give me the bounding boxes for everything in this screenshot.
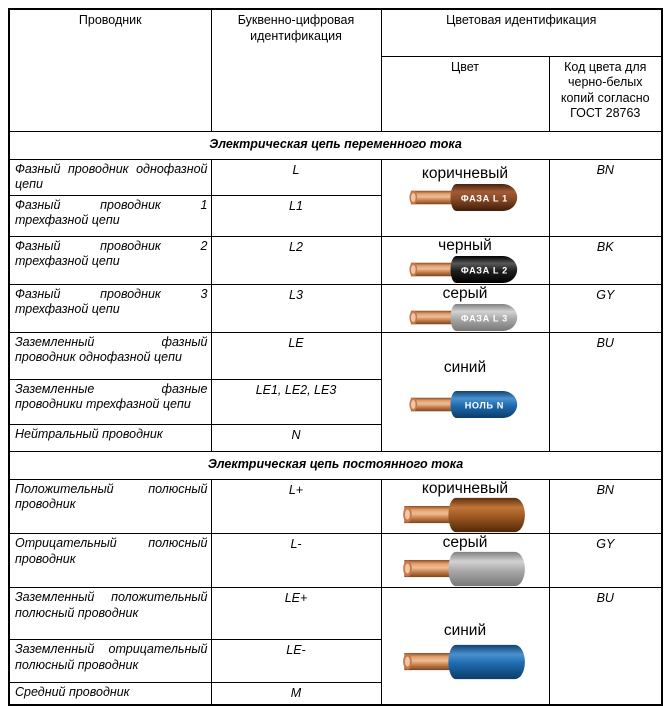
copper-core <box>404 506 454 523</box>
alphanumeric-id: L <box>211 159 381 195</box>
alphanumeric-id: LE+ <box>211 587 381 639</box>
color-name: серый <box>442 533 488 551</box>
conductor-name: Средний проводник <box>9 682 211 704</box>
alphanumeric-id: L3 <box>211 284 381 332</box>
wire-graphic-gray-ac <box>407 303 523 332</box>
copper-tip-center <box>411 400 416 409</box>
color-name: коричневый <box>421 164 509 182</box>
conductor-name: Заземленный фазный проводник однофазной цепи <box>9 332 211 379</box>
wire-label-text: ФАЗА L 3 <box>460 313 508 324</box>
copper-tip-center <box>404 656 409 666</box>
color-cell-brown-dc <box>381 479 549 533</box>
wire-identification-table <box>8 8 663 706</box>
color-name: синий <box>443 358 487 376</box>
conductor-name: Фазный проводник 2 трехфазной цепи <box>9 236 211 284</box>
alphanumeric-id: L- <box>211 533 381 587</box>
col-header-color-identification: Цветовая идентификация <box>381 9 662 56</box>
alphanumeric-id: LE <box>211 332 381 379</box>
color-cell-gray-ac <box>381 284 549 332</box>
color-cell-blue-ac <box>381 332 549 451</box>
wire-graphic-brown-ac <box>407 183 523 212</box>
bw-code: BN <box>549 159 662 236</box>
wire-graphic-gray-dc <box>398 551 533 587</box>
bw-code: BU <box>549 332 662 451</box>
alphanumeric-id: N <box>211 424 381 451</box>
color-cell-blue-dc <box>381 587 549 704</box>
wire-graphic-brown-dc <box>398 497 533 533</box>
copper-tip-center <box>411 193 416 202</box>
alphanumeric-id: L1 <box>211 195 381 236</box>
color-name: коричневый <box>421 479 509 497</box>
copper-tip-center <box>404 509 409 519</box>
bw-code: GY <box>549 533 662 587</box>
col-header-bw-code: Код цвета для черно-белых копий согласно ГОСТ 28763 <box>549 56 662 131</box>
conductor-name: Заземленные фазные проводники трехфазной цепи <box>9 379 211 424</box>
conductor-name: Фазный проводник однофазной цепи <box>9 159 211 195</box>
insulation <box>448 645 525 679</box>
conductor-name: Фазный проводник 3 трехфазной цепи <box>9 284 211 332</box>
wire-graphic-blue-ac <box>407 390 523 419</box>
alphanumeric-id: M <box>211 682 381 704</box>
copper-tip-center <box>411 313 416 322</box>
section-header-dc: Электрическая цепь постоянного тока <box>9 451 662 479</box>
bw-code: BN <box>549 479 662 533</box>
wire-graphic-black-ac <box>407 255 523 284</box>
insulation <box>448 552 525 586</box>
copper-core <box>404 653 454 670</box>
wire-label-text: ФАЗА L 1 <box>460 192 508 203</box>
bw-code: BU <box>549 587 662 704</box>
copper-tip-center <box>411 265 416 274</box>
col-header-color: Цвет <box>381 56 549 131</box>
conductor-name: Фазный проводник 1 трехфазной цепи <box>9 195 211 236</box>
conductor-name: Отрицательный полюсный проводник <box>9 533 211 587</box>
conductor-name: Заземленный положительный полюсный проводник <box>9 587 211 639</box>
color-cell-gray-dc <box>381 533 549 587</box>
color-cell-black-ac <box>381 236 549 284</box>
bw-code: GY <box>549 284 662 332</box>
wire-label-text: ФАЗА L 2 <box>460 265 508 276</box>
copper-core <box>411 190 455 204</box>
color-cell-brown-ac <box>381 159 549 236</box>
conductor-name: Заземленный отрицательный полюсный проводник <box>9 639 211 682</box>
alphanumeric-id: LE1, LE2, LE3 <box>211 379 381 424</box>
bw-code: BK <box>549 236 662 284</box>
color-name: черный <box>438 236 492 254</box>
wire-graphic-blue-dc <box>398 644 533 680</box>
conductor-name: Положительный полюсный проводник <box>9 479 211 533</box>
copper-core <box>411 263 455 277</box>
col-header-alphanumeric: Буквенно-цифровая идентификация <box>211 9 381 131</box>
copper-core <box>411 311 455 325</box>
alphanumeric-id: L2 <box>211 236 381 284</box>
wire-label-text: НОЛЬ N <box>464 400 504 411</box>
color-name: синий <box>443 621 487 639</box>
alphanumeric-id: L+ <box>211 479 381 533</box>
col-header-conductor: Проводник <box>9 9 211 131</box>
copper-core <box>404 560 454 577</box>
insulation <box>448 498 525 532</box>
copper-tip-center <box>404 563 409 573</box>
conductor-name: Нейтральный проводник <box>9 424 211 451</box>
copper-core <box>411 398 455 412</box>
alphanumeric-id: LE- <box>211 639 381 682</box>
section-header-ac: Электрическая цепь переменного тока <box>9 131 662 159</box>
color-name: серый <box>442 284 488 302</box>
